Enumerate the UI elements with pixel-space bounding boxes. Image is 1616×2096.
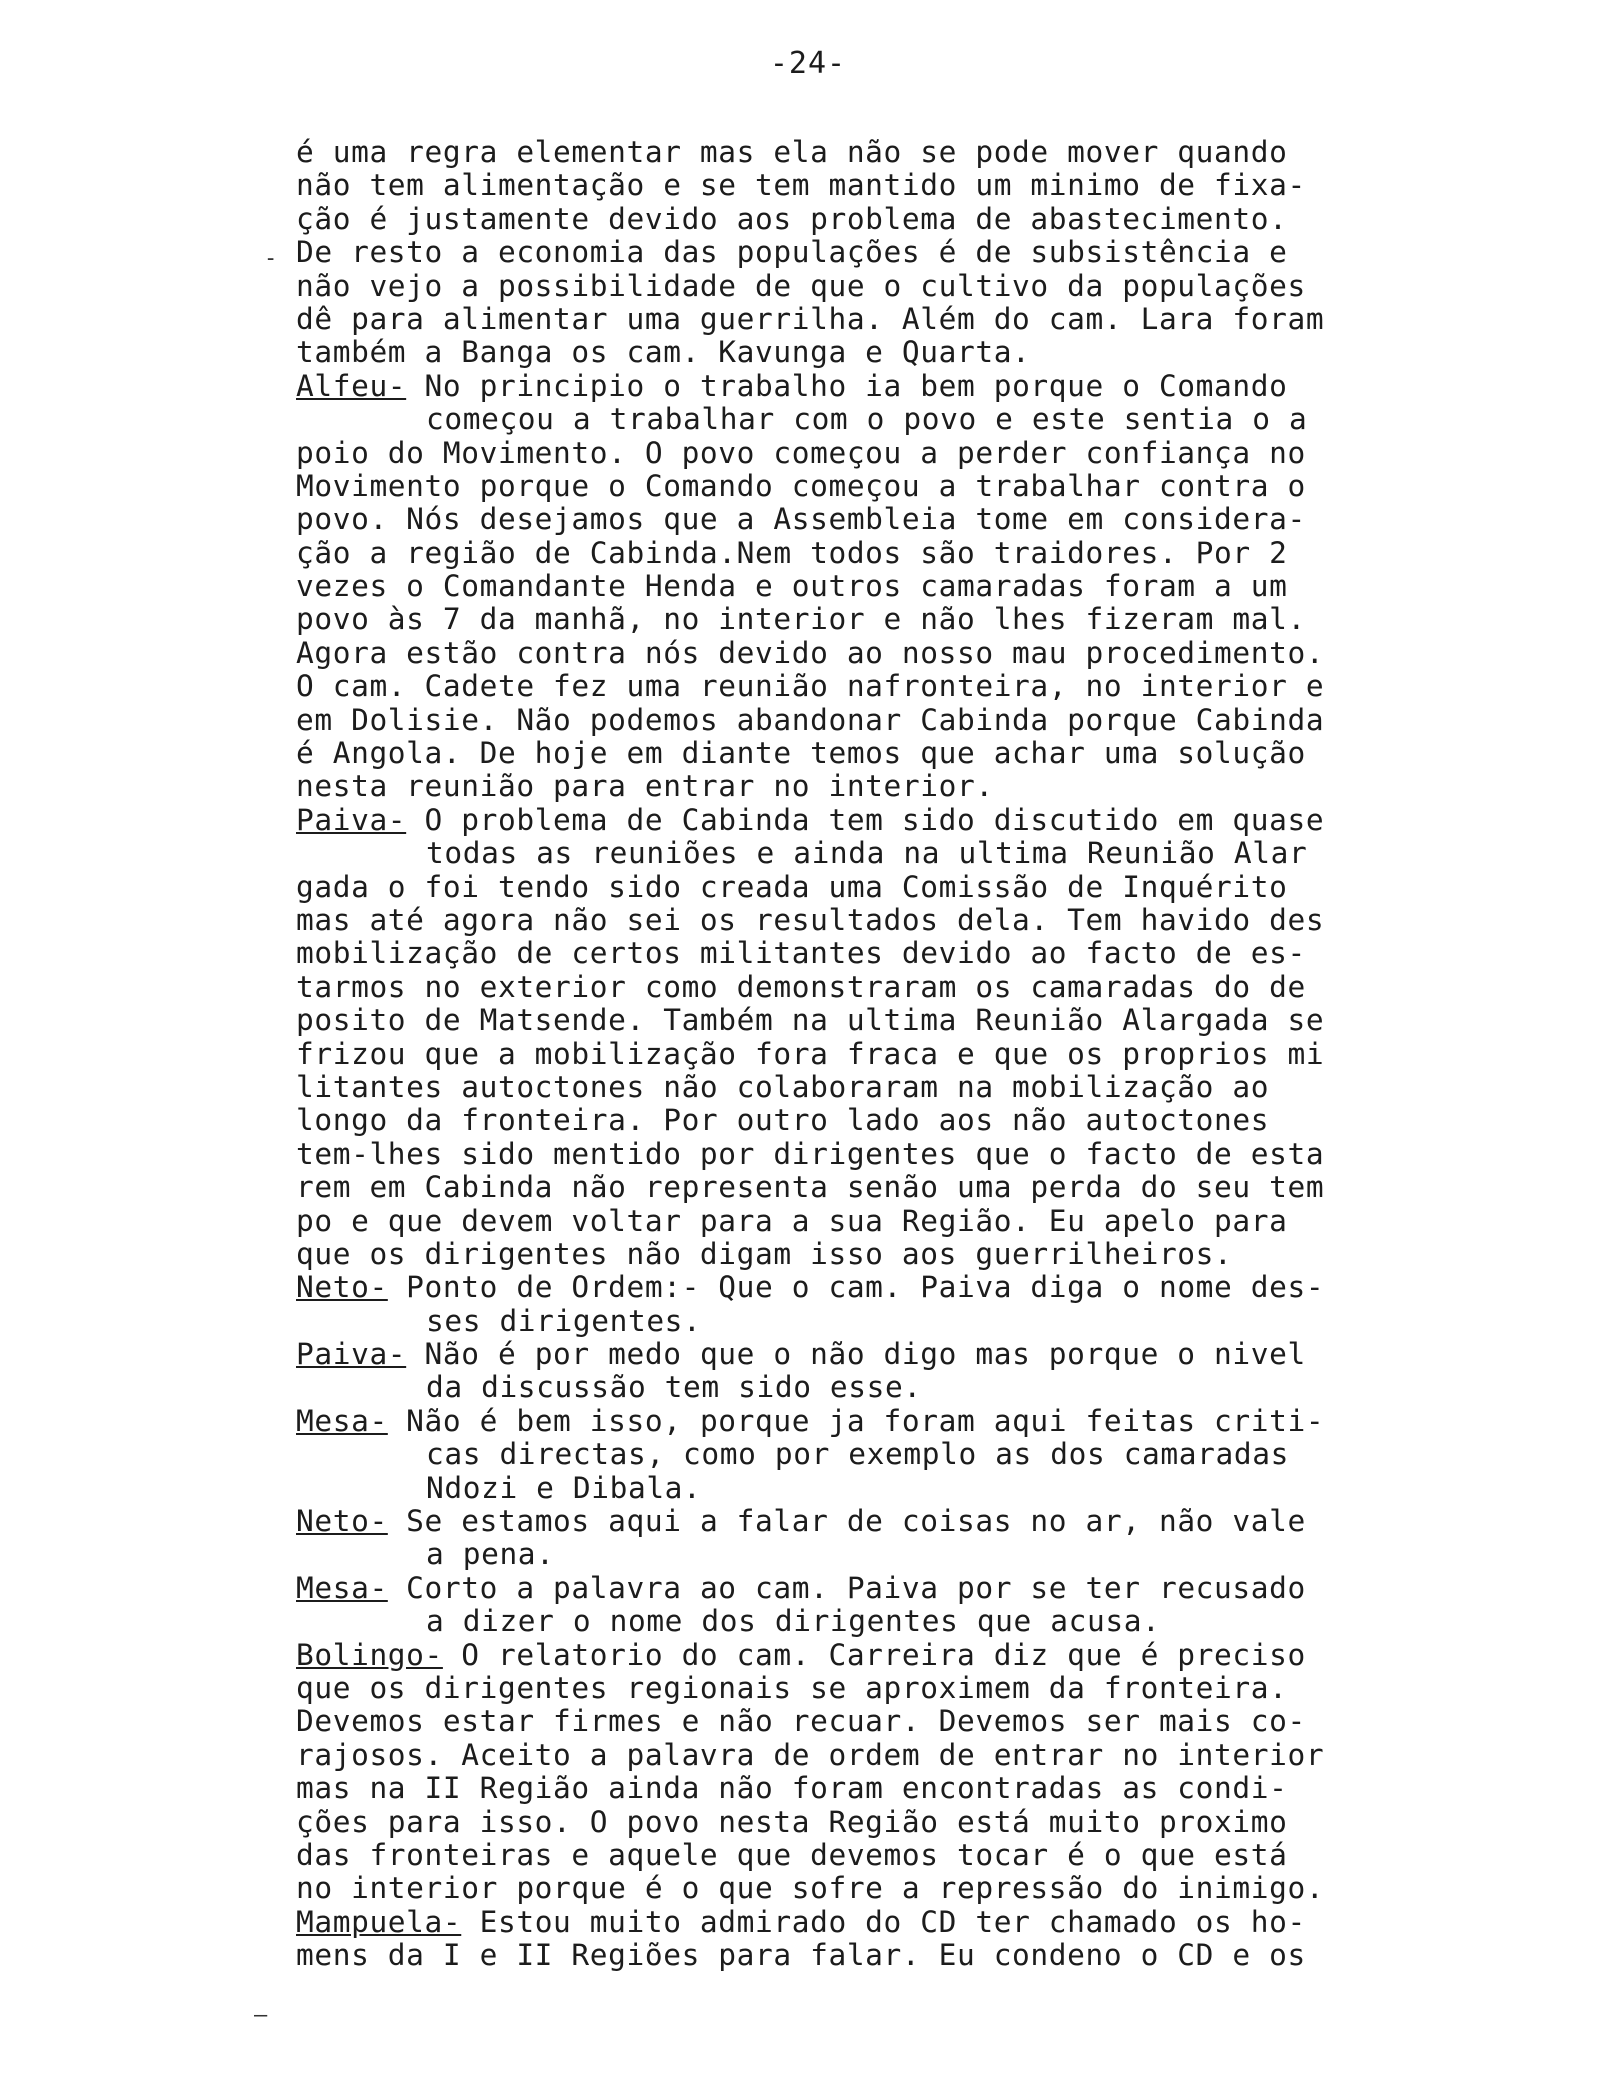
text-line: [296, 1906, 1596, 1939]
line-text: é uma regra elementar mas ela não se pode mover quando: [296, 135, 1288, 169]
text-line: [296, 1939, 1596, 1972]
text-line: [296, 1305, 1596, 1338]
line-text: Movimento porque o Comando começou a trabalhar contra o: [296, 468, 1306, 503]
line-text: todas as reuniões e ainda na ultima Reunião Alar: [426, 836, 1308, 871]
speaker-name: Neto-: [296, 1504, 388, 1539]
speaker-name: Bolingo-: [296, 1637, 443, 1672]
text-line: [296, 1839, 1596, 1872]
text-line: [296, 1772, 1596, 1805]
line-text: Corto a palavra ao cam. Paiva por se ter recusado: [387, 1570, 1306, 1605]
line-text: Se estamos aqui a falar de coisas no ar, não vale: [387, 1504, 1306, 1539]
text-line: [296, 770, 1596, 803]
text-line: [296, 871, 1596, 904]
line-text: não tem alimentação e se tem mantido um minimo de fixa-: [296, 168, 1306, 203]
document-body: [296, 136, 1596, 1972]
text-line: [296, 1104, 1596, 1137]
text-line: [296, 570, 1596, 603]
margin-mark: —: [254, 2003, 268, 2028]
text-line: [296, 1004, 1596, 1037]
text-line: [296, 1472, 1596, 1505]
line-text: nesta reunião para entrar no interior.: [296, 769, 994, 804]
text-line: [296, 1806, 1596, 1839]
speaker-name: Paiva-: [296, 1337, 407, 1372]
text-line: [296, 704, 1596, 737]
text-line: [296, 1538, 1596, 1571]
text-line: [296, 1672, 1596, 1705]
text-line: [296, 136, 1596, 169]
margin-mark: -: [264, 246, 278, 271]
text-line: [296, 470, 1596, 503]
line-text: tarmos no exterior como demonstraram os camaradas do de: [296, 969, 1306, 1004]
text-line: [296, 1238, 1596, 1271]
line-text: é Angola. De hoje em diante temos que achar uma solução: [296, 736, 1306, 771]
line-text: Não é bem isso, porque ja foram aqui feitas criti-: [387, 1403, 1325, 1438]
line-text: O cam. Cadete fez uma reunião nafronteira, no interior e: [296, 669, 1325, 704]
text-line: [296, 370, 1596, 403]
line-text: começou a trabalhar com o povo e este sentia o a: [426, 402, 1308, 437]
line-text: também a Banga os cam. Kavunga e Quarta.: [296, 335, 1031, 370]
text-line: [296, 737, 1596, 770]
text-line: [296, 1338, 1596, 1371]
text-line: [296, 169, 1596, 202]
line-text: mobilização de certos militantes devido ao facto de es-: [296, 936, 1306, 971]
line-text: Estou muito admirado do CD ter chamado os ho-: [461, 1904, 1306, 1939]
line-text: gada o foi tendo sido creada uma Comissão de Inquérito: [296, 869, 1288, 904]
line-text: ções para isso. O povo nesta Região está muito proximo: [296, 1804, 1288, 1839]
line-text: O relatorio do cam. Carreira diz que é preciso: [442, 1637, 1306, 1672]
text-line: [296, 603, 1596, 636]
line-text: frizou que a mobilização fora fraca e que os proprios mi: [296, 1036, 1325, 1071]
text-line: [296, 1639, 1596, 1672]
line-text: Ndozi e Dibala.: [426, 1470, 702, 1505]
line-text: povo. Nós desejamos que a Assembleia tome em considera-: [296, 502, 1306, 537]
line-text: que os dirigentes não digam isso aos guerrilheiros.: [296, 1236, 1233, 1271]
line-text: Devemos estar firmes e não recuar. Devemos ser mais co-: [296, 1704, 1306, 1739]
line-text: ção é justamente devido aos problema de abastecimento.: [296, 201, 1288, 236]
line-text: litantes autoctones não colaboraram na mobilização ao: [296, 1069, 1270, 1104]
line-text: da discussão tem sido esse.: [426, 1370, 922, 1405]
text-line: [296, 303, 1596, 336]
line-text: Não é por medo que o não digo mas porque o nivel: [406, 1337, 1306, 1372]
line-text: mens da I e II Regiões para falar. Eu condeno o CD e os: [296, 1938, 1306, 1973]
text-line: [296, 804, 1596, 837]
text-line: [296, 1271, 1596, 1304]
text-line: [296, 971, 1596, 1004]
text-line: [296, 1705, 1596, 1738]
text-line: [296, 1739, 1596, 1772]
line-text: Agora estão contra nós devido ao nosso mau procedimento.: [296, 635, 1325, 670]
line-text: tem-lhes sido mentido por dirigentes que o facto de esta: [296, 1136, 1325, 1171]
line-text: a pena.: [426, 1537, 555, 1572]
line-text: vezes o Comandante Henda e outros camaradas foram a um: [296, 569, 1288, 604]
text-line: [296, 1605, 1596, 1638]
line-text: das fronteiras e aquele que devemos tocar é o que está: [296, 1837, 1288, 1872]
line-text: Ponto de Ordem:- Que o cam. Paiva diga o nome des-: [387, 1270, 1325, 1305]
line-text: não vejo a possibilidade de que o cultivo da populações: [296, 268, 1306, 303]
text-line: [296, 670, 1596, 703]
line-text: De resto a economia das populações é de subsistência e: [296, 235, 1288, 270]
text-line: [296, 1438, 1596, 1471]
page-number: -24-: [769, 46, 847, 81]
text-line: [296, 1071, 1596, 1104]
text-line: [296, 1205, 1596, 1238]
text-line: [296, 1505, 1596, 1538]
text-line: [296, 1038, 1596, 1071]
text-line: [296, 937, 1596, 970]
text-line: [296, 1405, 1596, 1438]
line-text: povo às 7 da manhã, no interior e não lhes fizeram mal.: [296, 602, 1306, 637]
line-text: O problema de Cabinda tem sido discutido em quase: [406, 802, 1325, 837]
line-text: rem em Cabinda não representa senão uma perda do seu tem: [296, 1170, 1325, 1205]
text-line: [296, 336, 1596, 369]
text-line: [296, 270, 1596, 303]
line-text: mas até agora não sei os resultados dela. Tem havido des: [296, 902, 1325, 937]
text-line: [296, 537, 1596, 570]
text-line: [296, 904, 1596, 937]
line-text: ção a região de Cabinda.Nem todos são traidores. Por 2: [296, 535, 1288, 570]
text-line: [296, 637, 1596, 670]
text-line: [296, 837, 1596, 870]
text-line: [296, 1572, 1596, 1605]
speaker-name: Neto-: [296, 1270, 388, 1305]
line-text: a dizer o nome dos dirigentes que acusa.: [426, 1604, 1161, 1639]
line-text: No principio o trabalho ia bem porque o Comando: [406, 368, 1288, 403]
line-text: ses dirigentes.: [426, 1303, 702, 1338]
text-line: [296, 236, 1596, 269]
line-text: mas na II Região ainda não foram encontradas as condi-: [296, 1771, 1288, 1806]
line-text: que os dirigentes regionais se aproximem da fronteira.: [296, 1670, 1288, 1705]
line-text: poio do Movimento. O povo começou a perder confiança no: [296, 435, 1306, 470]
text-line: [296, 437, 1596, 470]
text-line: [296, 1872, 1596, 1905]
line-text: dê para alimentar uma guerrilha. Além do cam. Lara foram: [296, 301, 1325, 336]
text-line: [296, 403, 1596, 436]
text-line: [296, 203, 1596, 236]
line-text: longo da fronteira. Por outro lado aos não autoctones: [296, 1103, 1270, 1138]
speaker-name: Paiva-: [296, 802, 407, 837]
line-text: posito de Matsende. Também na ultima Reunião Alargada se: [296, 1003, 1325, 1038]
speaker-name: Mesa-: [296, 1403, 388, 1438]
line-text: em Dolisie. Não podemos abandonar Cabinda porque Cabinda: [296, 702, 1325, 737]
speaker-name: Alfeu-: [296, 368, 407, 403]
line-text: no interior porque é o que sofre a repressão do inimigo.: [296, 1871, 1325, 1906]
text-line: [296, 1371, 1596, 1404]
text-line: [296, 503, 1596, 536]
text-line: [296, 1138, 1596, 1171]
speaker-name: Mampuela-: [296, 1904, 462, 1939]
text-line: [296, 1171, 1596, 1204]
line-text: rajosos. Aceito a palavra de ordem de entrar no interior: [296, 1737, 1325, 1772]
speaker-name: Mesa-: [296, 1570, 388, 1605]
line-text: po e que devem voltar para a sua Região. Eu apelo para: [296, 1203, 1288, 1238]
line-text: cas directas, como por exemplo as dos camaradas: [426, 1437, 1289, 1472]
